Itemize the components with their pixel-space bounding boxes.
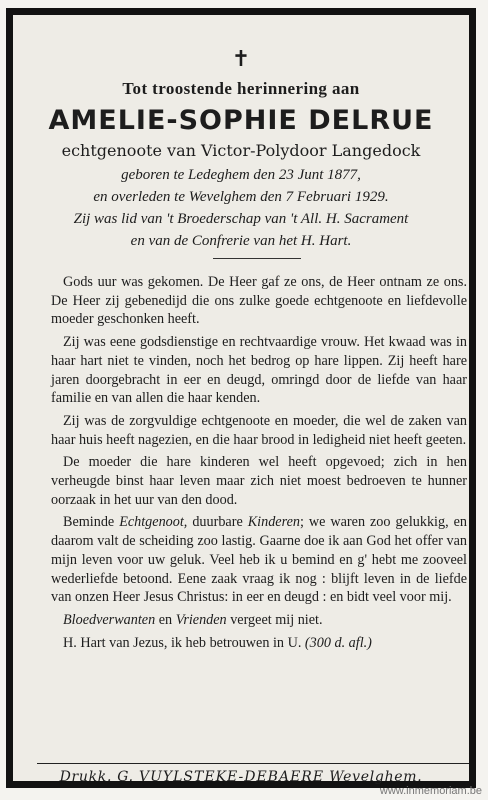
- memorial-card: [6, 8, 476, 788]
- text-span: duurbare: [187, 514, 248, 531]
- paragraph: [51, 513, 467, 607]
- footer-prefix: Drukk. G.: [59, 769, 139, 785]
- text-span: en: [155, 611, 176, 628]
- paragraph: De moeder die hare kinderen wel heeft opgevoed; zich in hen verheugde binst haar leven maar zich niet moest bedroeven te hunner oorzaak in het uur van den dood.: [51, 454, 467, 508]
- membership-line-1: Zij was lid van 't Broederschap van 't All. H. Sacrament: [73, 211, 409, 227]
- printer-footer: [13, 769, 469, 785]
- deceased-name: AMELIE-SOPHIE DELRUE: [48, 105, 434, 136]
- spouse-line: echtgenoote van Victor-Polydoor Langedock: [61, 141, 421, 160]
- footer-divider: [37, 763, 469, 764]
- text-span: Echtgenoot,: [119, 514, 188, 531]
- text-span: Bloedverwanten: [63, 611, 156, 628]
- text-span: (300 d. afl.): [304, 634, 372, 651]
- paragraph: [51, 634, 467, 653]
- paragraph: [51, 611, 467, 630]
- intro-line: Tot troostende herinnering aan: [122, 79, 360, 98]
- paragraph: Gods uur was gekomen. De Heer gaf ze ons, de Heer ontnam ze ons. De Heer zij gebenedijd die ons zulke goede echtgenoote en liefdevolle moeder geschonken heeft.: [51, 274, 467, 328]
- paragraph: Zij was de zorgvuldige echtgenoote en moeder, die wel de zaken van haar huis heeft nagezien, en die haar brood in ledigheid niet heeft geeten.: [51, 412, 467, 448]
- text-span: Kinderen: [247, 514, 300, 531]
- memorial-text: [51, 273, 467, 656]
- site-watermark: www.inmemoriam.be: [379, 785, 482, 797]
- text-span: Beminde: [63, 514, 120, 531]
- printer-city: Wevelghem.: [324, 769, 423, 785]
- cross-icon: ✝: [231, 47, 251, 72]
- birth-line: geboren te Ledeghem den 23 Junt 1877,: [121, 167, 361, 183]
- text-span: vergeet mij niet.: [226, 611, 323, 628]
- death-line: en overleden te Wevelghem den 7 Februari 1929.: [93, 189, 389, 205]
- text-span: Vrienden: [175, 611, 227, 628]
- text-span: ; we waren zoo gelukkig, en daarom valt de scheiding zoo lastig. Gaarne doe ik aan God het offer van mijn leven voor uw geluk. Veel heb ik u bemind en g' hebt me zooveel wederliefde betoond. Eene zaak vraag ik nog : blijft leven in de liefde van onzen Heer Jesus Christus: in eer en deugd : en bidt veel voor mij.: [51, 514, 467, 606]
- printer-name: VUYLSTEKE-DEBAERE: [138, 769, 325, 785]
- membership-line-2: en van de Confrerie van het H. Hart.: [130, 233, 352, 249]
- divider: [213, 258, 301, 259]
- text-span: H. Hart van Jezus, ik heb betrouwen in U.: [63, 634, 305, 651]
- paragraph: Zij was eene godsdienstige en rechtvaardige vrouw. Het kwaad was in haar hart niet te vinden, noch het bedrog op hare lippen. Zij heeft hare jaren doorgebracht in eer en deugd, omringd door de liefde van haar familie en van allen die haar kenden.: [51, 334, 467, 407]
